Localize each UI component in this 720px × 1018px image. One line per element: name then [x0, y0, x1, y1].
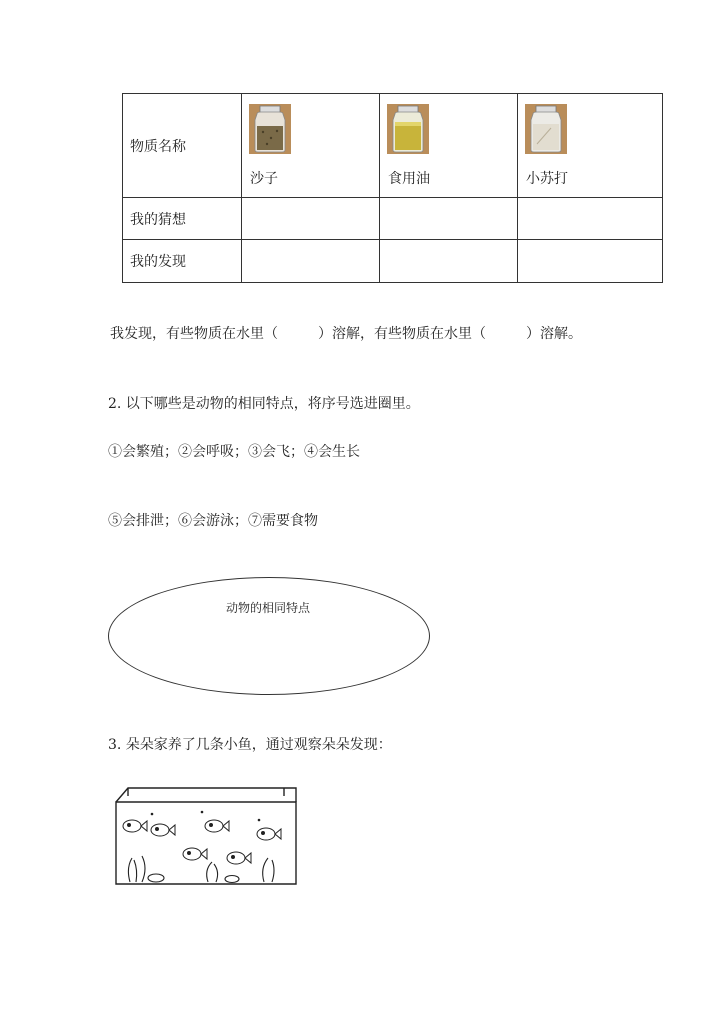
q3-title: 3. 朵朵家养了几条小鱼，通过观察朵朵发现：: [108, 737, 392, 753]
substance-name: 食用油: [388, 171, 430, 187]
guess-cell[interactable]: [242, 198, 380, 240]
finding-cell[interactable]: [380, 240, 518, 283]
ellipse-label: 动物的相同特点: [226, 601, 311, 615]
substance-name: 沙子: [250, 171, 278, 187]
finding-cell[interactable]: [518, 240, 663, 283]
q1-sentence-part3: ）溶解。: [526, 326, 582, 342]
q2-options-line1: ①会繁殖；②会呼吸；③会飞；④会生长: [108, 444, 360, 460]
sand-jar-icon: [249, 104, 291, 154]
substance-cell-oil: [380, 94, 518, 198]
finding-cell[interactable]: [242, 240, 380, 283]
q2-options-line2: ⑤会排泄；⑥会游泳；⑦需要食物: [108, 513, 318, 529]
row-header-finding: 我的发现: [123, 240, 242, 283]
q1-sentence-part2: ）溶解，有些物质在水里（: [318, 326, 486, 342]
q1-sentence: [110, 323, 582, 343]
substance-cell-baking-soda: [518, 94, 663, 198]
q2-title: 2. 以下哪些是动物的相同特点，将序号选进圈里。: [108, 396, 420, 412]
substance-name: 小苏打: [526, 171, 568, 187]
guess-cell[interactable]: [380, 198, 518, 240]
q1-sentence-part1: 我发现，有些物质在水里（: [110, 326, 278, 342]
observation-table: [122, 93, 663, 283]
baking-soda-jar-icon: [525, 104, 567, 154]
oil-jar-icon: [387, 104, 429, 154]
row-header-guess: 我的猜想: [123, 198, 242, 240]
answer-ellipse[interactable]: [108, 577, 430, 695]
substance-cell-sand: [242, 94, 380, 198]
fish-tank-icon: [112, 784, 302, 888]
guess-cell[interactable]: [518, 198, 663, 240]
row-header-substance-name: 物质名称: [123, 94, 242, 198]
